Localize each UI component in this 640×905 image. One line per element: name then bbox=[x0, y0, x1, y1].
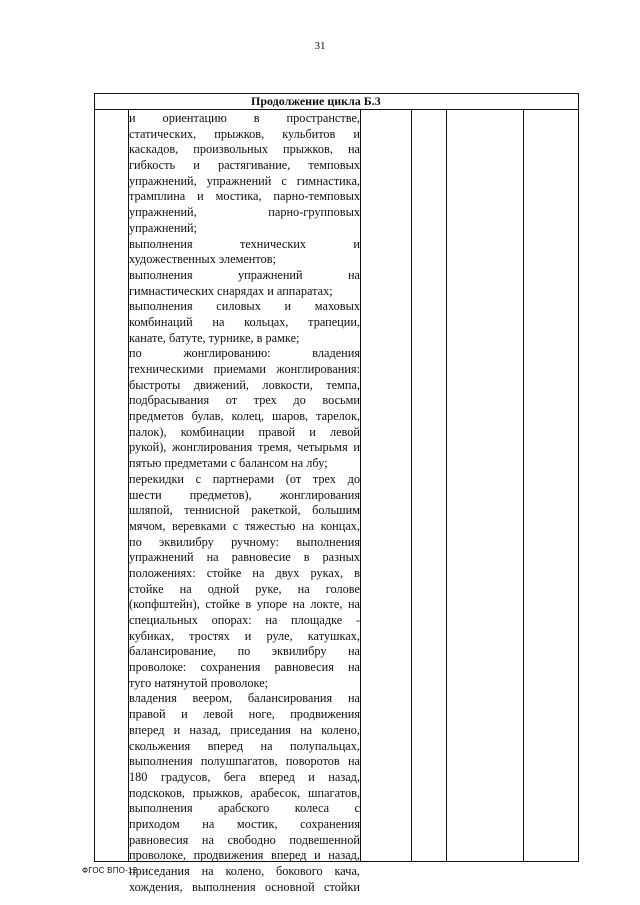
page-number: 31 bbox=[314, 40, 326, 52]
text-line: стойке на одной руке, на голове bbox=[129, 581, 360, 596]
text-line: выполнения полушпагатов, поворотов на bbox=[129, 754, 360, 769]
text-line: мячом, веревками с тяжестью на концах, bbox=[129, 518, 360, 533]
text-line: рукой), жонглирования тремя, четырьмя и bbox=[129, 440, 360, 455]
text-line: приходом на мостик, сохранения bbox=[129, 816, 360, 831]
text-line: проволоке, продвижения вперед и назад, bbox=[129, 848, 360, 863]
text-line: гибкость и растягивание, темповых bbox=[129, 158, 360, 173]
text-line: приседания на колено, бокового кача, bbox=[129, 864, 360, 878]
text-line: правой и левой ноге, продвижения bbox=[129, 707, 360, 722]
text-line: равновесия на свободно подвешенной bbox=[129, 832, 360, 847]
text-line: техническими приемами жонглирования: bbox=[129, 362, 360, 376]
text-line: упражнений на равновесие в разных bbox=[129, 550, 360, 565]
text-line: шести предметов), жонглирования bbox=[129, 487, 360, 502]
text-line: быстроты движений, ловкости, темпа, bbox=[129, 377, 360, 392]
text-line: шляпой, теннисной ракеткой, большим bbox=[129, 503, 360, 518]
column-divider bbox=[360, 110, 361, 861]
text-line: канате, батуте, турнике, в рамке; bbox=[129, 330, 300, 345]
text-line: каскадов, произвольных прыжков, на bbox=[129, 142, 360, 157]
text-line: гимнастических снарядах и аппаратах; bbox=[129, 283, 333, 298]
text-line: владения веером, балансирования на bbox=[129, 691, 360, 706]
text-line: кубиках, тростях и руле, катушках, bbox=[129, 628, 360, 643]
text-line: по жонглированию: владения bbox=[129, 346, 360, 361]
competence-description-cell bbox=[129, 111, 360, 895]
text-line: статических, прыжков, кульбитов и bbox=[129, 126, 360, 141]
table-header-row bbox=[95, 94, 578, 110]
text-line: предметов булав, колец, шаров, тарелок, bbox=[129, 409, 360, 424]
text-line: скольжения вперед на полупальцах, bbox=[129, 738, 360, 753]
column-divider bbox=[523, 110, 524, 861]
text-line: и ориентацию в пространстве, bbox=[129, 111, 360, 125]
text-line: подбрасывания от трех до восьми bbox=[129, 393, 360, 408]
column-divider bbox=[411, 110, 412, 861]
text-line: положениях: стойке на двух руках, в bbox=[129, 565, 360, 580]
text-line: художественных элементов; bbox=[129, 252, 276, 267]
text-line: проволоке: сохранения равновесия на bbox=[129, 660, 360, 675]
text-line: вперед и назад, приседания на колено, bbox=[129, 722, 360, 737]
text-line: специальных опорах: на площадке - bbox=[129, 613, 360, 627]
text-line: выполнения упражнений на bbox=[129, 267, 360, 282]
text-line: трамплина и мостика, парно-темповых bbox=[129, 189, 360, 204]
text-line: упражнений, парно-групповых bbox=[129, 205, 360, 220]
table-header-title: Продолжение цикла Б.3 bbox=[251, 94, 381, 108]
text-line: выполнения арабского колеса с bbox=[129, 801, 360, 816]
text-line: балансирование, по эквилибру на bbox=[129, 644, 360, 659]
text-line: выполнения силовых и маховых bbox=[129, 299, 360, 314]
text-line: комбинаций на кольцах, трапеции, bbox=[129, 314, 360, 329]
column-divider bbox=[446, 110, 447, 861]
text-line: хождения, выполнения основной стойки bbox=[129, 879, 360, 894]
footer-standard-label: ФГОС ВПО-12 bbox=[82, 866, 138, 875]
text-line: упражнений; bbox=[129, 220, 198, 235]
text-line: палок), комбинации правой и левой bbox=[129, 424, 360, 439]
text-line: по эквилибру ручному: выполнения bbox=[129, 534, 360, 549]
text-line: пятью предметами с балансом на лбу; bbox=[129, 456, 328, 471]
text-line: (копфштейн), стойке в упоре на локте, на bbox=[129, 597, 360, 612]
text-line: туго натянутой проволоке; bbox=[129, 675, 269, 690]
text-line: подскоков, прыжков, арабесок, шпагатов, bbox=[129, 785, 360, 800]
text-line: выполнения технических и bbox=[129, 236, 360, 251]
text-line: упражнений, упражнений с гимнастика, bbox=[129, 173, 360, 188]
text-line: 180 градусов, бега вперед и назад, bbox=[129, 769, 360, 784]
text-line: перекидки с партнерами (от трех до bbox=[129, 471, 360, 486]
